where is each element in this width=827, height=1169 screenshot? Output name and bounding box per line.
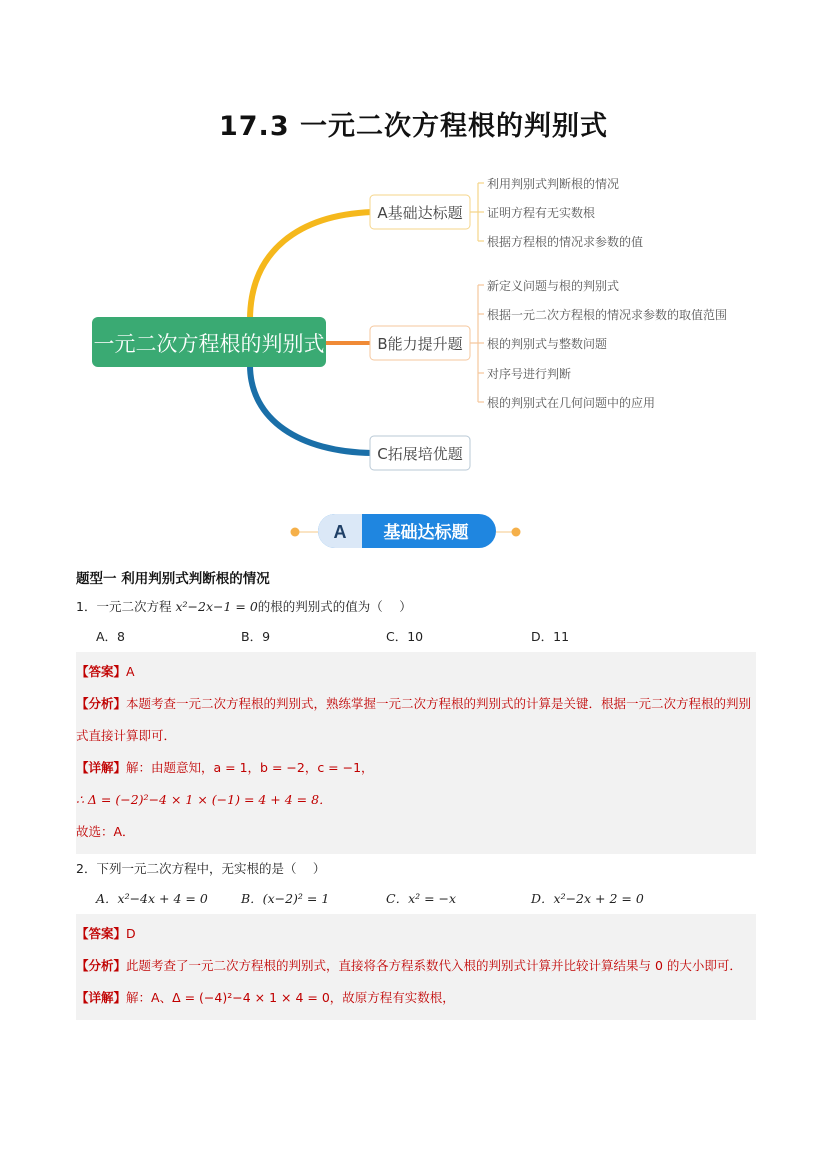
banner-label: 基础达标题 [383,523,469,543]
root-label: 一元二次方程根的判别式 [93,332,325,356]
banner-dot-left [291,528,300,537]
content [76,566,756,1020]
question-1 [76,592,756,622]
q2-solution [76,914,756,1020]
q2-option-c: C．x² = −x [386,891,457,906]
branch-curve-a [250,212,372,320]
branch-label-b: B能力提升题 [377,335,463,353]
q2-answer: D [126,926,136,941]
q1-answer-tag: 【答案】 [76,664,127,679]
branch-item-b-5: 根的判别式在几何问题中的应用 [487,396,656,410]
q1-option-c: C．10 [386,629,424,644]
q2-options [76,884,756,914]
branch-curve-c [250,365,372,453]
q1-answer: A [126,664,135,679]
type-heading: 题型一 利用判别式判断根的情况 [76,571,270,587]
q1-detail-2: ∴ Δ = (−2)²−4 × 1 × (−1) = 4 + 4 = 8． [76,792,332,807]
q1-suffix: 的根的判别式的值为（ ） [257,599,412,614]
q2-analysis-tag: 【分析】 [76,958,127,973]
q1-detail-tag: 【详解】 [76,760,127,775]
q1-option-b: B．9 [241,629,271,644]
q1-equation: x²−2x−1 = 0 [175,599,258,614]
q1-prefix: 1．一元二次方程 [76,599,172,614]
branch-label-a: A基础达标题 [377,204,463,222]
branch-item-a-2: 证明方程有无实数根 [487,206,596,220]
banner-letter: A [333,522,347,542]
q2-analysis: 此题考查了一元二次方程根的判别式，直接将各方程系数代入根的判别式计算并比较计算结果与 0 的大小即可． [126,958,742,973]
q1-analysis: 本题考查一元二次方程根的判别式，熟练掌握一元二次方程根的判别式的计算是关键．根据一元二次方程根的判别式直接计算即可． [76,696,752,743]
question-2: 2．下列一元二次方程中，无实根的是（ ） [76,861,326,876]
section-banner [0,512,827,552]
branch-item-b-3: 根的判别式与整数问题 [487,337,608,351]
q1-detail-3: 故选：A． [76,824,135,839]
banner-dot-right [512,528,521,537]
q2-option-d: D．x²−2x + 2 = 0 [531,891,644,906]
q1-detail-1: 解：由题意知，a = 1，b = −2，c = −1， [126,760,374,775]
page-title: 17.3 一元二次方程根的判别式 [218,111,609,142]
q1-option-a: A．8 [96,629,126,644]
q2-option-a: A．x²−4x + 4 = 0 [96,891,208,906]
branch-label-c: C拓展培优题 [377,445,463,463]
q2-detail-tag: 【详解】 [76,990,127,1005]
q1-solution [76,652,756,854]
branch-item-b-4: 对序号进行判断 [487,367,572,381]
q2-option-b: B．(x−2)² = 1 [241,891,330,906]
q1-analysis-tag: 【分析】 [76,696,127,711]
q2-answer-tag: 【答案】 [76,926,127,941]
q2-detail-1: 解：A、Δ = (−4)²−4 × 1 × 4 = 0，故原方程有实数根， [126,990,455,1005]
branch-item-a-3: 根据方程根的情况求参数的值 [487,235,644,249]
branch-item-b-2: 根据一元二次方程根的情况求参数的取值范围 [487,308,728,322]
branch-item-b-1: 新定义问题与根的判别式 [487,279,620,293]
mind-map [0,160,827,480]
branch-item-a-1: 利用判别式判断根的情况 [487,177,620,191]
q1-option-d: D．11 [531,629,570,644]
q1-options [76,622,756,652]
